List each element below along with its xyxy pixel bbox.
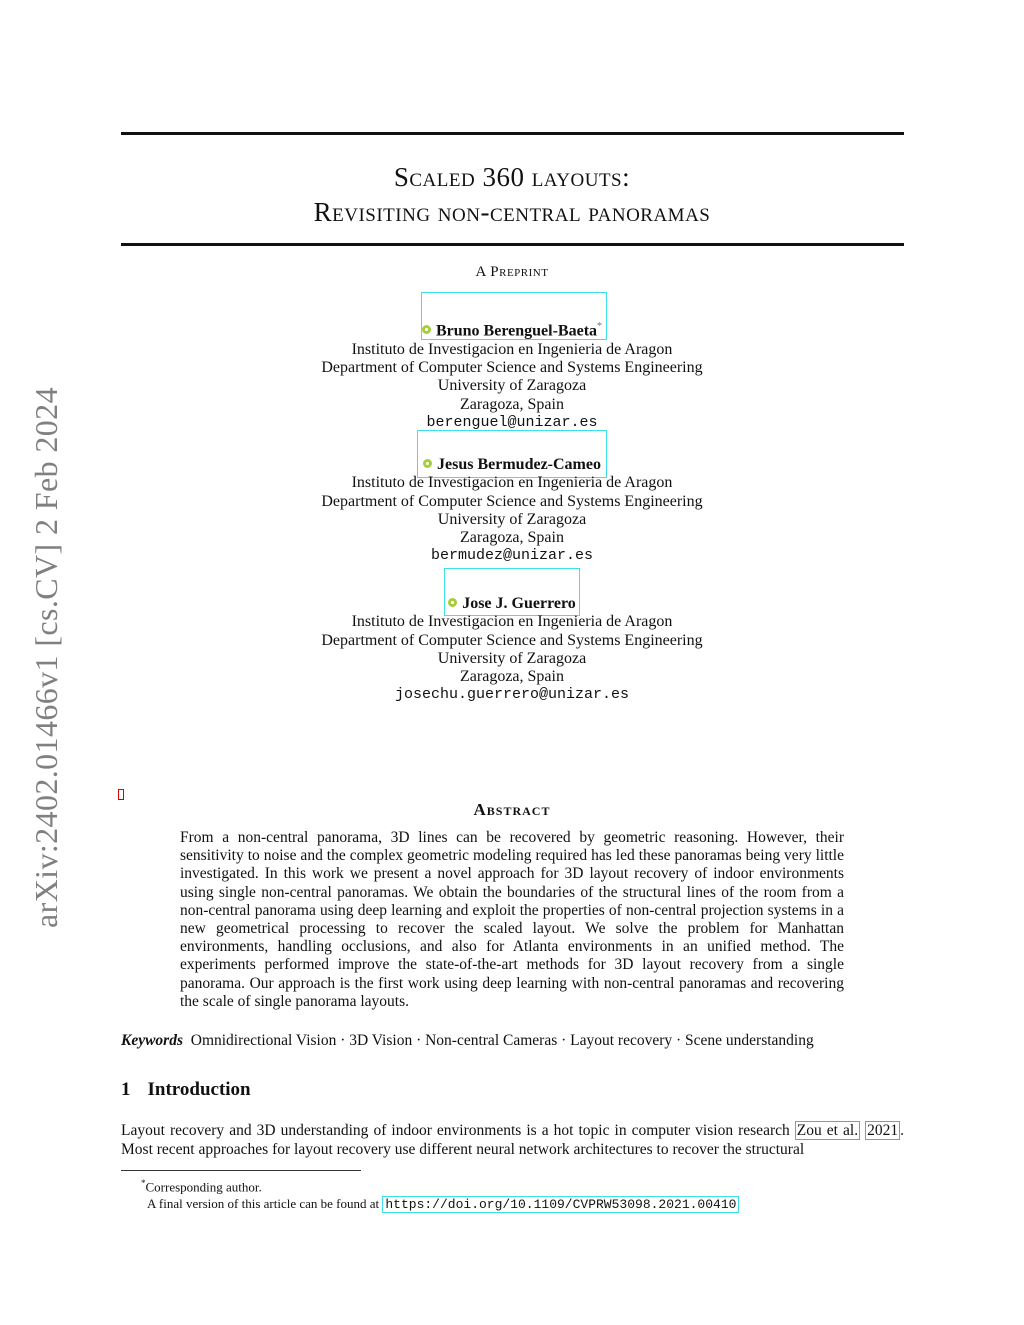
author-location: Zaragoza, Spain <box>460 395 564 413</box>
author-block-2 <box>0 456 1024 566</box>
orcid-icon[interactable] <box>448 598 457 607</box>
doi-link[interactable]: https://doi.org/10.1109/CVPRW53098.2021.00410 <box>382 1196 739 1213</box>
footnote-mark: * <box>141 1178 146 1188</box>
corresponding-mark: * <box>597 321 603 332</box>
paper-title-line1: Scaled 360 layouts: <box>393 162 631 192</box>
author-location: Zaragoza, Spain <box>460 668 564 686</box>
author-institute: Instituto de Investigacion en Ingenieria de Aragon <box>351 613 673 631</box>
intro-text-continued: . Most recent approaches for layout recovery use different neural network architectures to recover the structural <box>121 1122 904 1158</box>
annotation-marker <box>118 789 124 800</box>
author-department: Department of Computer Science and Systems Engineering <box>321 492 703 510</box>
section-heading-introduction <box>121 1079 251 1101</box>
author-email: berenguel@unizar.es <box>426 413 598 431</box>
section-title: Introduction <box>147 1079 251 1100</box>
footnote-line2: A final version of this article can be found at <box>147 1195 383 1211</box>
author-university: University of Zaragoza <box>437 649 587 667</box>
keywords-list: Omnidirectional Vision · 3D Vision · Non-central Cameras · Layout recovery · Scene understanding <box>190 1032 814 1049</box>
abstract-heading: Abstract <box>473 800 551 819</box>
author-email: josechu.guerrero@unizar.es <box>394 686 630 704</box>
author-department: Department of Computer Science and Systems Engineering <box>321 358 703 376</box>
footnote-line1: Corresponding author. <box>145 1179 262 1195</box>
orcid-icon[interactable] <box>423 459 432 468</box>
author-name[interactable]: Jose J. Guerrero <box>462 595 576 612</box>
paper-title-line2: Revisiting non-central panoramas <box>313 197 711 227</box>
author-university: University of Zaragoza <box>437 510 587 528</box>
citation-link[interactable]: Zou et al. <box>796 1122 859 1139</box>
author-institute: Instituto de Investigacion en Ingenieria de Aragon <box>351 474 673 492</box>
author-name[interactable]: Bruno Berenguel-Baeta <box>435 322 598 340</box>
preprint-label: A Preprint <box>475 264 549 280</box>
author-block-3 <box>0 595 1024 705</box>
footnote <box>121 1175 904 1213</box>
arxiv-stamp: arXiv:2402.01466v1 [cs.CV] 2 Feb 2024 <box>28 387 64 928</box>
title-top-rule <box>121 132 904 135</box>
author-name[interactable]: Jesus Bermudez-Cameo <box>437 456 601 473</box>
author-department: Department of Computer Science and Systems Engineering <box>321 631 703 649</box>
orcid-icon[interactable] <box>422 325 431 334</box>
section-number: 1 <box>121 1079 131 1100</box>
title-bottom-rule <box>121 243 904 246</box>
citation-year-link[interactable]: 2021 <box>867 1122 899 1139</box>
keywords-label: Keywords <box>121 1032 183 1049</box>
author-block-1 <box>0 318 1024 432</box>
author-location: Zaragoza, Spain <box>460 529 564 547</box>
keywords-line <box>121 1032 921 1050</box>
footnote-rule <box>121 1170 361 1171</box>
author-email: bermudez@unizar.es <box>430 547 594 565</box>
abstract-text: From a non-central panorama, 3D lines can be recovered by geometric reasoning. However, their sensitivity to noise and the complex geometric modeling required has led these panoramas being very little investigated. In this work we present a novel approach for 3D layout recovery of indoor environments using single non-central panoramas. We obtain the boundaries of the structural lines of the room from a non-central panorama using deep learning and exploit the properties of non-central projection systems in a new geometrical processing to recover the scaled layout. We solve the problem for Manhattan environments, handling occlusions, and also for Atlanta environments in an unified method. The experiments performed improve the state-of-the-art methods for 3D layout recovery from a single panorama. Our approach is the first work using deep learning with non-central panoramas and recovering the scale of single panorama layouts. <box>180 829 844 1010</box>
intro-text-start: Layout recovery and 3D understanding of indoor environments is a hot topic in computer vision research <box>121 1122 795 1139</box>
author-university: University of Zaragoza <box>437 377 587 395</box>
introduction-paragraph <box>121 1122 904 1159</box>
author-institute: Instituto de Investigacion en Ingenieria de Aragon <box>351 340 673 358</box>
